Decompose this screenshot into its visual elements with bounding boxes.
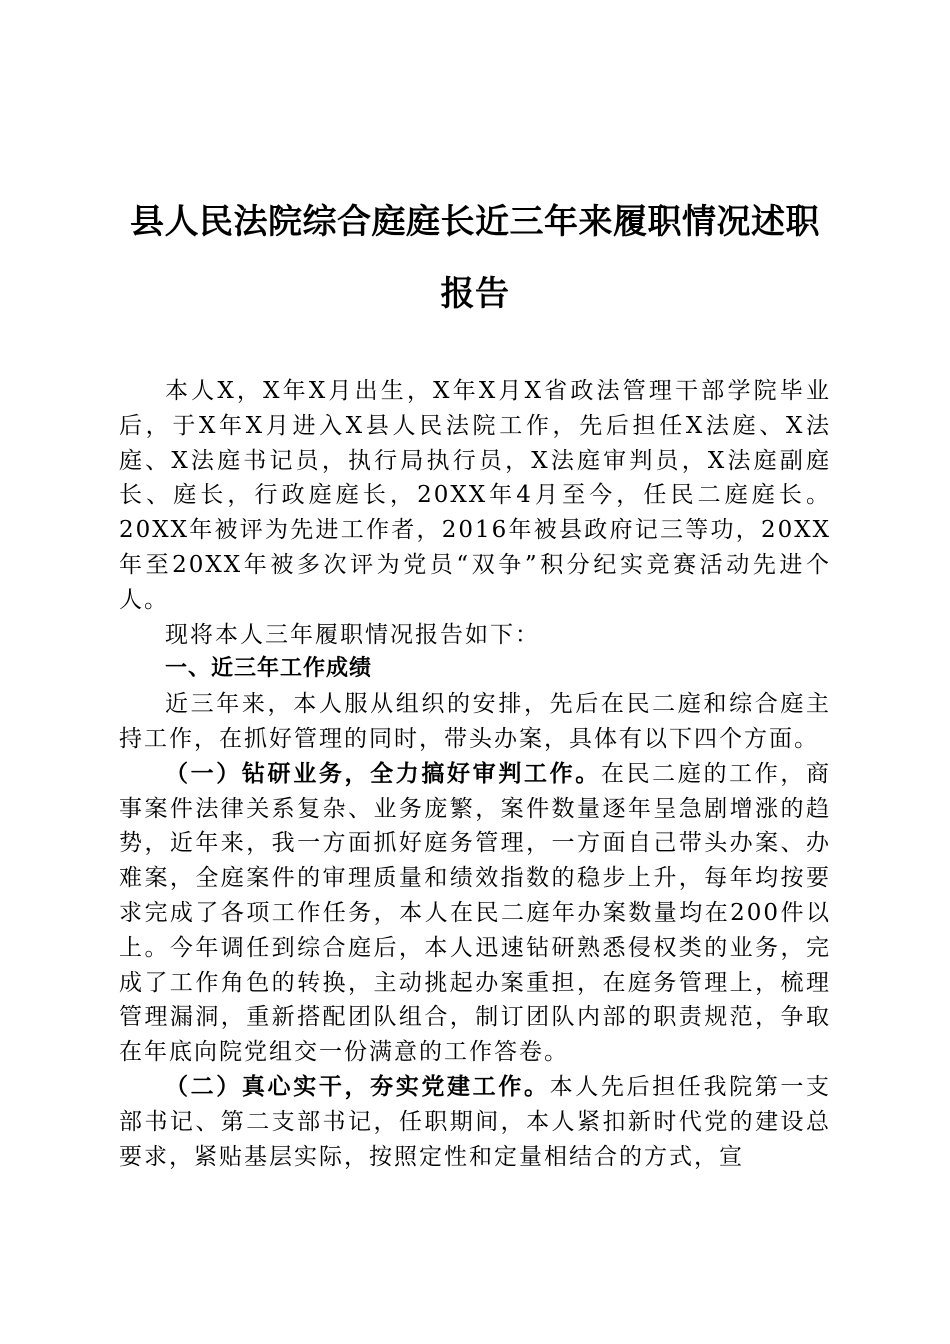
subsection-1-lead: （一）钻研业务，全力搞好审判工作。 bbox=[165, 759, 601, 787]
section-1-paragraph: 近三年来，本人服从组织的安排，先后在民二庭和综合庭主持工作，在抓好管理的同时，带头办案，具体有以下四个方面。 bbox=[119, 691, 831, 752]
report-intro-paragraph: 现将本人三年履职情况报告如下： bbox=[165, 621, 540, 648]
document-title bbox=[119, 186, 831, 330]
subsection-2-lead: （二）真心实干，夯实党建工作。 bbox=[165, 1072, 550, 1100]
intro-paragraph: 本人X，X年X月出生，X年X月X省政法管理干部学院毕业后，于X年X月进入X县人民法院工作，先后担任X法庭、X法庭、X法庭书记员，执行局执行员，X法庭审判员，X法庭副庭长、庭长，行政庭庭长，20XX年4月至今，任民二庭庭长。20XX年被评为先进工作者，2016年被县政府记三等功，20XX年至20XX年被多次评为党员“双争”积分纪实竞赛活动先进个人。 bbox=[119, 378, 831, 613]
title-line-2: 报告 bbox=[440, 274, 510, 314]
section-1-heading: 一、近三年工作成绩 bbox=[165, 656, 373, 682]
subsection-2-body: 本人先后担任我院第一支部书记、第二支部书记，任职期间，本人紧扣新时代党的建设总要求，紧贴基层实际，按照定性和定量相结合的方式，宣 bbox=[119, 1073, 832, 1170]
subsection-1-body: 在民二庭的工作，商事案件法律关系复杂、业务庞繁，案件数量逐年呈急剧增涨的趋势，近年来，我一方面抓好庭务管理，一方面自己带头办案、办难案，全庭案件的审理质量和绩效指数的稳步上升，每年均按要求完成了各项工作任务，本人在民二庭年办案数量均在200件以上。今年调任到综合庭后，本人迅速钻研熟悉侵权类的业务，完成了工作角色的转换，主动挑起办案重担，在庭务管理上，梳理管理漏洞，重新搭配团队组合，制订团队内部的职责规范，争取在年底向院党组交一份满意的工作答卷。 bbox=[119, 760, 832, 1066]
title-spacer bbox=[119, 330, 831, 374]
title-line-1: 县人民法院综合庭庭长近三年来履职情况述职 bbox=[130, 202, 820, 242]
document-page bbox=[119, 186, 831, 1174]
subsection-2-paragraph bbox=[119, 1070, 831, 1174]
subsection-1-paragraph bbox=[119, 757, 831, 1070]
